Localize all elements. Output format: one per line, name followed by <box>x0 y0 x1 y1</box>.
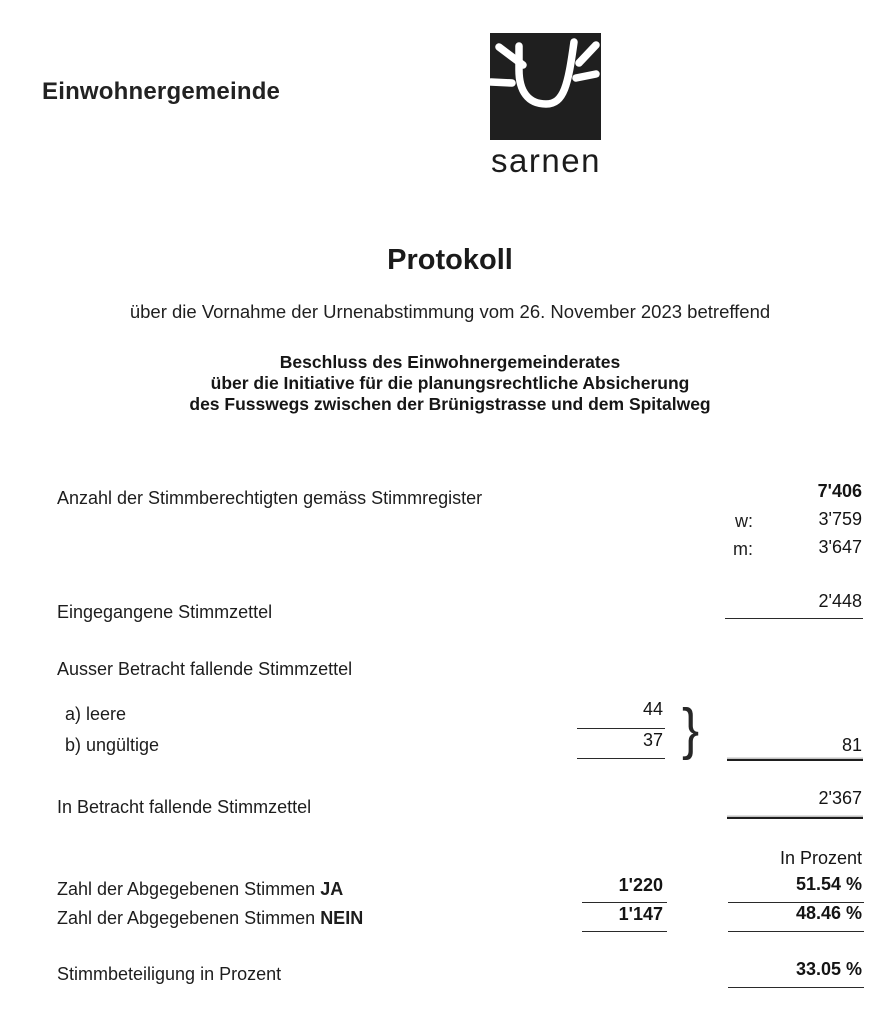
yes-count: 1'220 <box>618 875 663 895</box>
women-label: w: <box>735 511 753 531</box>
excluded-ballots-label: Ausser Betracht fallende Stimmzettel <box>57 659 353 679</box>
rule-excluded-invalid <box>577 758 665 759</box>
rule-turnout <box>728 987 864 988</box>
excluded-invalid-label: b) ungültige <box>65 735 160 755</box>
subject-line-1: Beschluss des Einwohnergemeinderates <box>279 352 621 372</box>
registered-voters-label: Anzahl der Stimmberechtigten gemäss Stimmregister <box>57 488 483 508</box>
valid-ballots-value: 2'367 <box>818 788 862 808</box>
rule-excluded-total <box>727 759 863 761</box>
received-ballots-label: Eingegangene Stimmzettel <box>57 602 273 622</box>
no-row-emph: NEIN <box>320 908 364 928</box>
rule-excluded-empty <box>577 728 665 729</box>
org-name: Einwohnergemeinde <box>42 78 281 105</box>
valid-ballots-label: In Betracht fallende Stimmzettel <box>57 797 312 817</box>
subject-paragraph <box>20 352 880 415</box>
rule-valid-ballots <box>727 817 863 819</box>
excluded-invalid-value: 37 <box>642 730 663 750</box>
rule-no-count <box>582 931 667 932</box>
received-ballots-value: 2'448 <box>818 591 862 611</box>
yes-percent: 51.54 % <box>795 874 862 894</box>
rule-no-percent <box>728 931 864 932</box>
excluded-empty-value: 44 <box>642 699 663 719</box>
sarnen-logo-icon <box>490 33 601 140</box>
no-count: 1'147 <box>618 904 663 924</box>
rule-received-ballots <box>725 618 863 619</box>
turnout-value: 33.05 % <box>795 959 862 979</box>
no-row-label <box>57 908 363 929</box>
yes-row-label-text: Zahl der Abgegebenen Stimmen <box>57 879 316 899</box>
logo-wordmark: sarnen <box>491 142 601 179</box>
excluded-empty-label: a) leere <box>65 704 127 724</box>
turnout-label: Stimmbeteiligung in Prozent <box>57 964 282 984</box>
women-value: 3'759 <box>818 509 862 529</box>
brace-icon: } <box>681 697 700 761</box>
no-percent: 48.46 % <box>795 903 862 923</box>
yes-row-label <box>57 879 343 900</box>
percent-column-header: In Prozent <box>779 848 862 868</box>
subject-line-3: des Fusswegs zwischen der Brünigstrasse und dem Spitalweg <box>189 394 711 414</box>
municipality-logo <box>490 33 602 177</box>
rule-yes-count <box>582 902 667 903</box>
no-row-label-text: Zahl der Abgegebenen Stimmen <box>57 908 316 928</box>
page-subtitle: über die Vornahme der Urnenabstimmung vom 26. November 2023 betreffend <box>129 301 771 322</box>
registered-voters-total: 7'406 <box>817 481 862 501</box>
yes-row-emph: JA <box>320 879 344 899</box>
page-title: Protokoll <box>387 244 513 276</box>
men-value: 3'647 <box>818 537 862 557</box>
subject-line-2: über die Initiative für die planungsrechtliche Absicherung <box>210 373 690 393</box>
men-label: m: <box>733 539 753 559</box>
excluded-total-value: 81 <box>841 735 862 755</box>
